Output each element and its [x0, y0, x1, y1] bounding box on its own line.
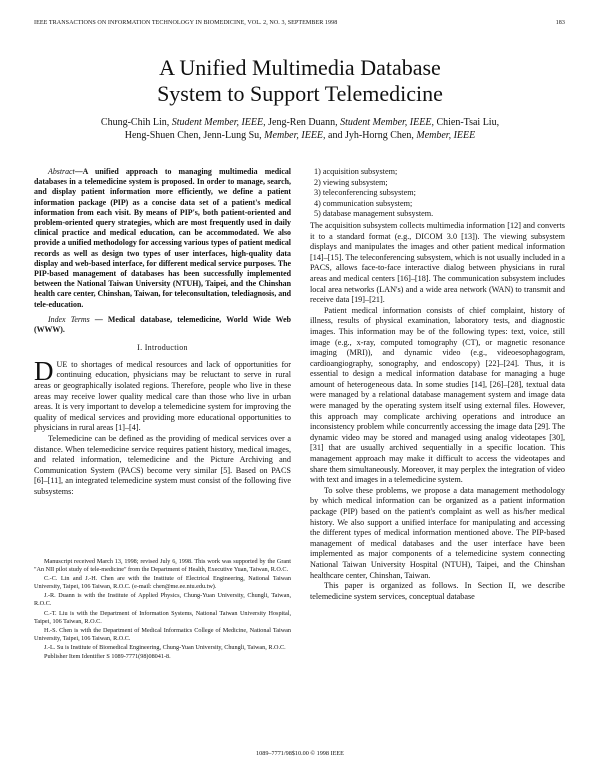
right-column [310, 167, 565, 602]
author-name: Chung-Chih Lin, [100, 117, 170, 128]
author-name: Chien-Tsai Liu, [436, 117, 500, 128]
footnote: H.-S. Chen is with the Department of Medical Informatics College of Medicine, National Taiwan University, Taipei, 106 Taiwan, R.O.C. [34, 626, 291, 642]
body-paragraph: To solve these problems, we propose a data management methodology by which medical information can be organized as a patient information package (PIP) based on the patient's complaint as well as his/her medical history. We also support a unified interface for manipulating and accessing the different types of medical information mentioned above. The PIP-based management of medical databases and the user interface have been implemented as major components of a telemedicine system connecting National Taiwan University Hospital (NTUH), Taipei, and the Chinshan healthcare center, Chinshan, Taiwan. [310, 485, 565, 580]
author-line-2 [60, 129, 540, 142]
author-name: and Jyh-Horng Chen, [328, 130, 414, 141]
author-name: Jeng-Ren Duann, [268, 117, 338, 128]
author-role: Student Member, IEEE, [171, 117, 266, 128]
subsystem-list [310, 167, 565, 220]
list-item: 5) database management subsystem. [314, 209, 434, 219]
footnote: C.-T. Liu is with the Department of Information Systems, National Taiwan University Hospital, Taipei, 106 Taiwan, R.O.C. [34, 609, 291, 625]
list-item: 4) communication subsystem; [314, 198, 413, 208]
section-heading: I. Introduction [137, 343, 188, 353]
index-terms [34, 315, 291, 335]
body-paragraph: This paper is organized as follows. In Section II, we describe telemedicine system services, conceptual database [310, 581, 565, 601]
title-line-2: System to Support Telemedicine [157, 81, 443, 106]
index-terms-text: — Medical database, telemedicine, World Wide Web (WWW). [34, 314, 291, 335]
author-role: Member, IEEE, [264, 130, 326, 141]
author-role: Student Member, IEEE, [340, 117, 434, 128]
author-line-1 [60, 116, 540, 129]
list-item: 2) viewing subsystem; [314, 177, 388, 187]
footnote: Publisher Item Identifier S 1089-7771(98)08041-8. [44, 653, 171, 661]
list-item: 1) acquisition subsystem; [314, 167, 398, 176]
intro-paragraph-1 [34, 355, 291, 434]
author-role: Member, IEEE [416, 130, 476, 141]
list-item: 3) teleconferencing subsystem; [314, 188, 416, 198]
page-number: 183 [555, 20, 565, 26]
author-name: Heng-Shuen Chen, Jenn-Lung Su, [124, 130, 262, 141]
abstract-label: Abstract [48, 167, 75, 176]
journal-header: IEEE TRANSACTIONS ON INFORMATION TECHNOLOGY IN BIOMEDICINE, VOL. 2, NO. 3, SEPTEMBER 1998 [34, 20, 338, 26]
paper-title [0, 55, 600, 107]
left-column [34, 167, 291, 498]
index-terms-label: Index Terms [48, 314, 90, 324]
footnotes [34, 558, 291, 662]
body-paragraph: The acquisition subsystem collects multimedia information [12] and converts it to a standard format (e.g., DICOM 3.0 [13]). The viewing subsystem displays and manipulates the images and other patient medical information [14]–[15]. The teleconferencing subsystem, which is not usually included in a PACS, allows face-to-face interactive dialog between physicians in rural areas and medical centers [16]–[18]. The communication subsystem includes local area networks (LAN's) and a wide area network (WAN) to transmit and receive data [19]–[21]. [310, 220, 565, 305]
intro-paragraph-2: Telemedicine can be defined as the providing of medical services over a distance. When telemedicine service requires patient history, medical images, and related information, telemedicine and the Picture Archiving and Communication System (PACS) become very similar [5]. Based on PACS [6]–[11], an integrated telemedicine system must consist of the following five subsystems: [34, 434, 291, 496]
footnote: C.-C. Lin and J.-H. Chen are with the Institute of Electrical Engineering, National Taiwan University, Taipei, 106 Taiwan, R.O.C. (e-mail: chen@me.ee.ntu.edu.tw). [34, 575, 291, 591]
abstract-text: —A unified approach to managing multimedia medical databases in a telemedicine system is proposed. In order to manage, search, and display patient information more efficiently, we define a patient information package (PIP) as a concise data set of a patient's medical information from each visit. By means of PIP's, both patient-oriented and problem-oriented query strategies, which are most frequently used in daily clinical practice and medical education, can be accommodated. We also provide a unified methodology for accessing various types of patient medical records as well as design two types of user interfaces, high-quality data display and web-based interface, for different medical service purposes. The PIP-based management of databases has been successfully implemented between the National Taiwan University (NTUH), Taipei, and the Chinshan health care center, Chinshan, Taiwan, for teleconsultation, telediagnosis, and tele-education. [34, 167, 291, 309]
author-list [60, 116, 540, 142]
body-paragraph: Patient medical information consists of chief complaint, history of illness, results of physical examination, laboratory tests, and diagnostic images. This information may be of the following types: text, voice, still image (e.g., x-ray, computed tomography (CT), or magnetic resonance imaging (MRI)), and dynamic video (e.g., videoesophagogram, cardioangiography, sonography, and endoscopy) [22]–[24]. Thus, it is essential to design a medical information database for managing a huge amount of heterogeneous data. In some studies [14], [26]–[28], textual data were managed by a relational database management system and image data were managed by the operating system itself using external files. However, this approach may complicate archiving operations and introduce an inconsistency problem while concurrently accessing the image data [29]. The dynamic video may be stored and managed using analog videotapes [30], [31] that are usually archived sequentially in a specific location. This management approach may make it difficult to access the videotapes and share them simultaneously. Moreover, it may perplex the integration of video with text and images in a telemedicine system. [310, 305, 565, 485]
intro-text-1: UE to shortages of medical resources and lack of opportunities for continuing education, physicians may be reluctant to serve in rural areas or geographically isolated regions. Therefore, people who live in these areas may receive lower quality medical care than those who live in urban areas. It is very important to develop a telemedicine system for improving the quality of medical services and providing more educational opportunities to physicians in rural areas [1]–[4]. [34, 359, 291, 433]
footnote: J.-R. Duann is with the Institute of Applied Physics, Chung-Yuan University, Chungli, Taiwan, R.O.C. [34, 592, 291, 608]
title-line-1: A Unified Multimedia Database [159, 55, 441, 80]
copyright-line: 1089–7771/98$10.00 © 1998 IEEE [256, 750, 344, 757]
abstract [34, 167, 291, 310]
drop-cap: D [34, 355, 54, 386]
footnote: J.-L. Su is Institute of Biomedical Engineering, Chung-Yuan University, Chungli, Taiwan, R.O.C. [44, 643, 286, 651]
footnote: Manuscript received March 13, 1998; revised July 6, 1998. This work was supported by the Grant "An NII pilot study of tele-medicine" from the Department of Health, Executive Yuan, Taiwan, R.O.C. [34, 558, 291, 574]
